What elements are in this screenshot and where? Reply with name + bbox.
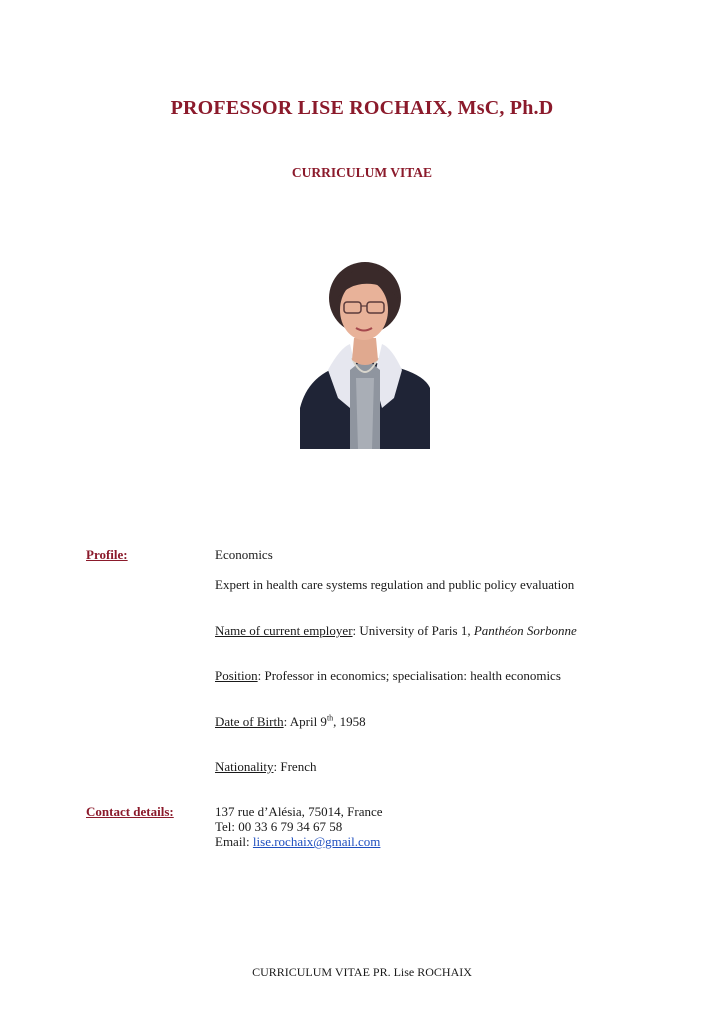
position-line bbox=[215, 668, 561, 684]
dob-label: Date of Birth bbox=[215, 714, 284, 729]
email-prefix: Email: bbox=[215, 834, 253, 849]
page-footer: CURRICULUM VITAE PR. Lise ROCHAIX bbox=[252, 965, 472, 979]
dob-suffix: , 1958 bbox=[333, 714, 366, 729]
employer-line bbox=[215, 623, 577, 639]
contact-email-line bbox=[215, 834, 380, 850]
employer-italic: Panthéon Sorbonne bbox=[473, 623, 577, 638]
dob-superscript: th bbox=[326, 713, 334, 723]
nationality-value: : French bbox=[273, 759, 317, 774]
dob-line bbox=[215, 714, 366, 730]
profile-field: Economics bbox=[215, 547, 273, 562]
nationality-line bbox=[215, 759, 316, 775]
profile-expertise: Expert in health care systems regulation and public policy evaluation bbox=[215, 577, 575, 592]
page-subtitle: CURRICULUM VITAE bbox=[291, 165, 433, 180]
dob-prefix: : April 9 bbox=[283, 714, 327, 729]
email-link[interactable]: lise.rochaix@gmail.com bbox=[252, 834, 381, 849]
page-title: PROFESSOR LISE ROCHAIX, MsC, Ph.D bbox=[170, 97, 554, 119]
employer-label: Name of current employer bbox=[215, 623, 353, 638]
contact-label: Contact details: bbox=[86, 804, 174, 819]
position-label: Position bbox=[215, 668, 258, 683]
nationality-label: Nationality bbox=[215, 759, 274, 774]
position-value: : Professor in economics; specialisation: health economics bbox=[257, 668, 561, 683]
portrait-photo bbox=[300, 258, 430, 449]
profile-label: Profile: bbox=[86, 547, 128, 562]
employer-value: : University of Paris 1, bbox=[352, 623, 474, 638]
contact-tel: Tel: 00 33 6 79 34 67 58 bbox=[215, 819, 343, 834]
contact-address: 137 rue d’Alésia, 75014, France bbox=[215, 804, 383, 819]
